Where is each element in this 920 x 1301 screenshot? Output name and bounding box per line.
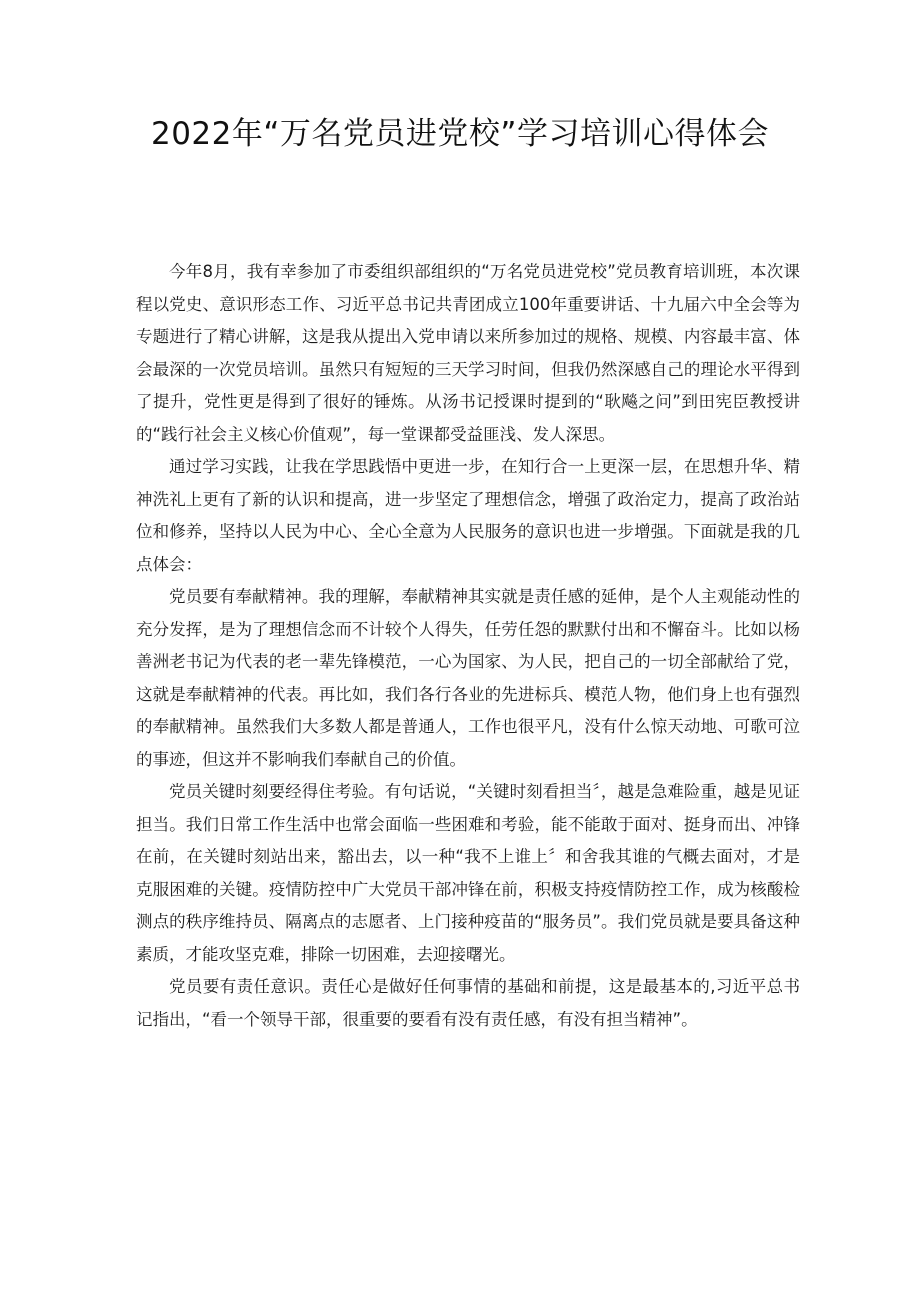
paragraph: 今年8月，我有幸参加了市委组织部组织的“万名党员进党校”党员教育培训班，本次课程以党史、意识形态工作、习近平总书记共青团成立100年重要讲话、十九届六中全会等为专题进行了精心讲解，这是我从提出入党申请以来所参加过的规格、规模、内容最丰富、体会最深的一次党员培训。虽然只有短短的三天学习时间，但我仍然深感自己的理论水平得到了提升，党性更是得到了很好的锤炼。从汤书记授课时提到的“耿飚之问”到田宪臣教授讲的“践行社会主义核心价值观”，每一堂课都受益匪浅、发人深思。 [136, 262, 800, 444]
paragraph: 党员要有奉献精神。我的理解，奉献精神其实就是责任感的延伸，是个人主观能动性的充分发挥，是为了理想信念而不计较个人得失，任劳任怨的默默付出和不懈奋斗。比如以杨善洲老书记为代表的老一辈先锋模范，一心为国家、为人民，把自己的一切全部献给了党，这就是奉献精神的代表。再比如，我们各行各业的先进标兵、模范人物，他们身上也有强烈的奉献精神。虽然我们大多数人都是普通人，工作也很平凡，没有什么惊天动地、可歌可泣的事迹，但这并不影响我们奉献自己的价值。 [136, 587, 800, 769]
document-title: 2022年“万名党员进党校”学习培训心得体会 [150, 116, 769, 152]
paragraph: 党员关键时刻要经得住考验。有句话说，“关键时刻看担当〞，越是急难险重，越是见证担当。我们日常工作生活中也常会面临一些困难和考验，能不能敢于面对、挺身而出、冲锋在前，在关键时刻站出来，豁出去，以一种“我不上谁上〞和舍我其谁的气概去面对，才是克服困难的关键。疫情防控中广大党员干部冲锋在前，积极支持疫情防控工作，成为核酸检测点的秩序维持员、隔离点的志愿者、上门接种疫苗的“服务员”。我们党员就是要具备这种素质，才能攻坚克难，排除一切困难，去迎接曙光。 [136, 782, 800, 964]
paragraph: 通过学习实践，让我在学思践悟中更进一步，在知行合一上更深一层，在思想升华、精神洗礼上更有了新的认识和提高，进一步坚定了理想信念，增强了政治定力，提高了政治站位和修养，坚持以人民为中心、全心全意为人民服务的意识也进一步增强。下面就是我的几点体会： [136, 457, 800, 574]
document-body [136, 256, 800, 1036]
paragraph: 党员要有责任意识。责任心是做好任何事情的基础和前提，这是最基本的,习近平总书记指出，“看一个领导干部，很重要的要看有没有责任感，有没有担当精神”。 [136, 977, 800, 1029]
